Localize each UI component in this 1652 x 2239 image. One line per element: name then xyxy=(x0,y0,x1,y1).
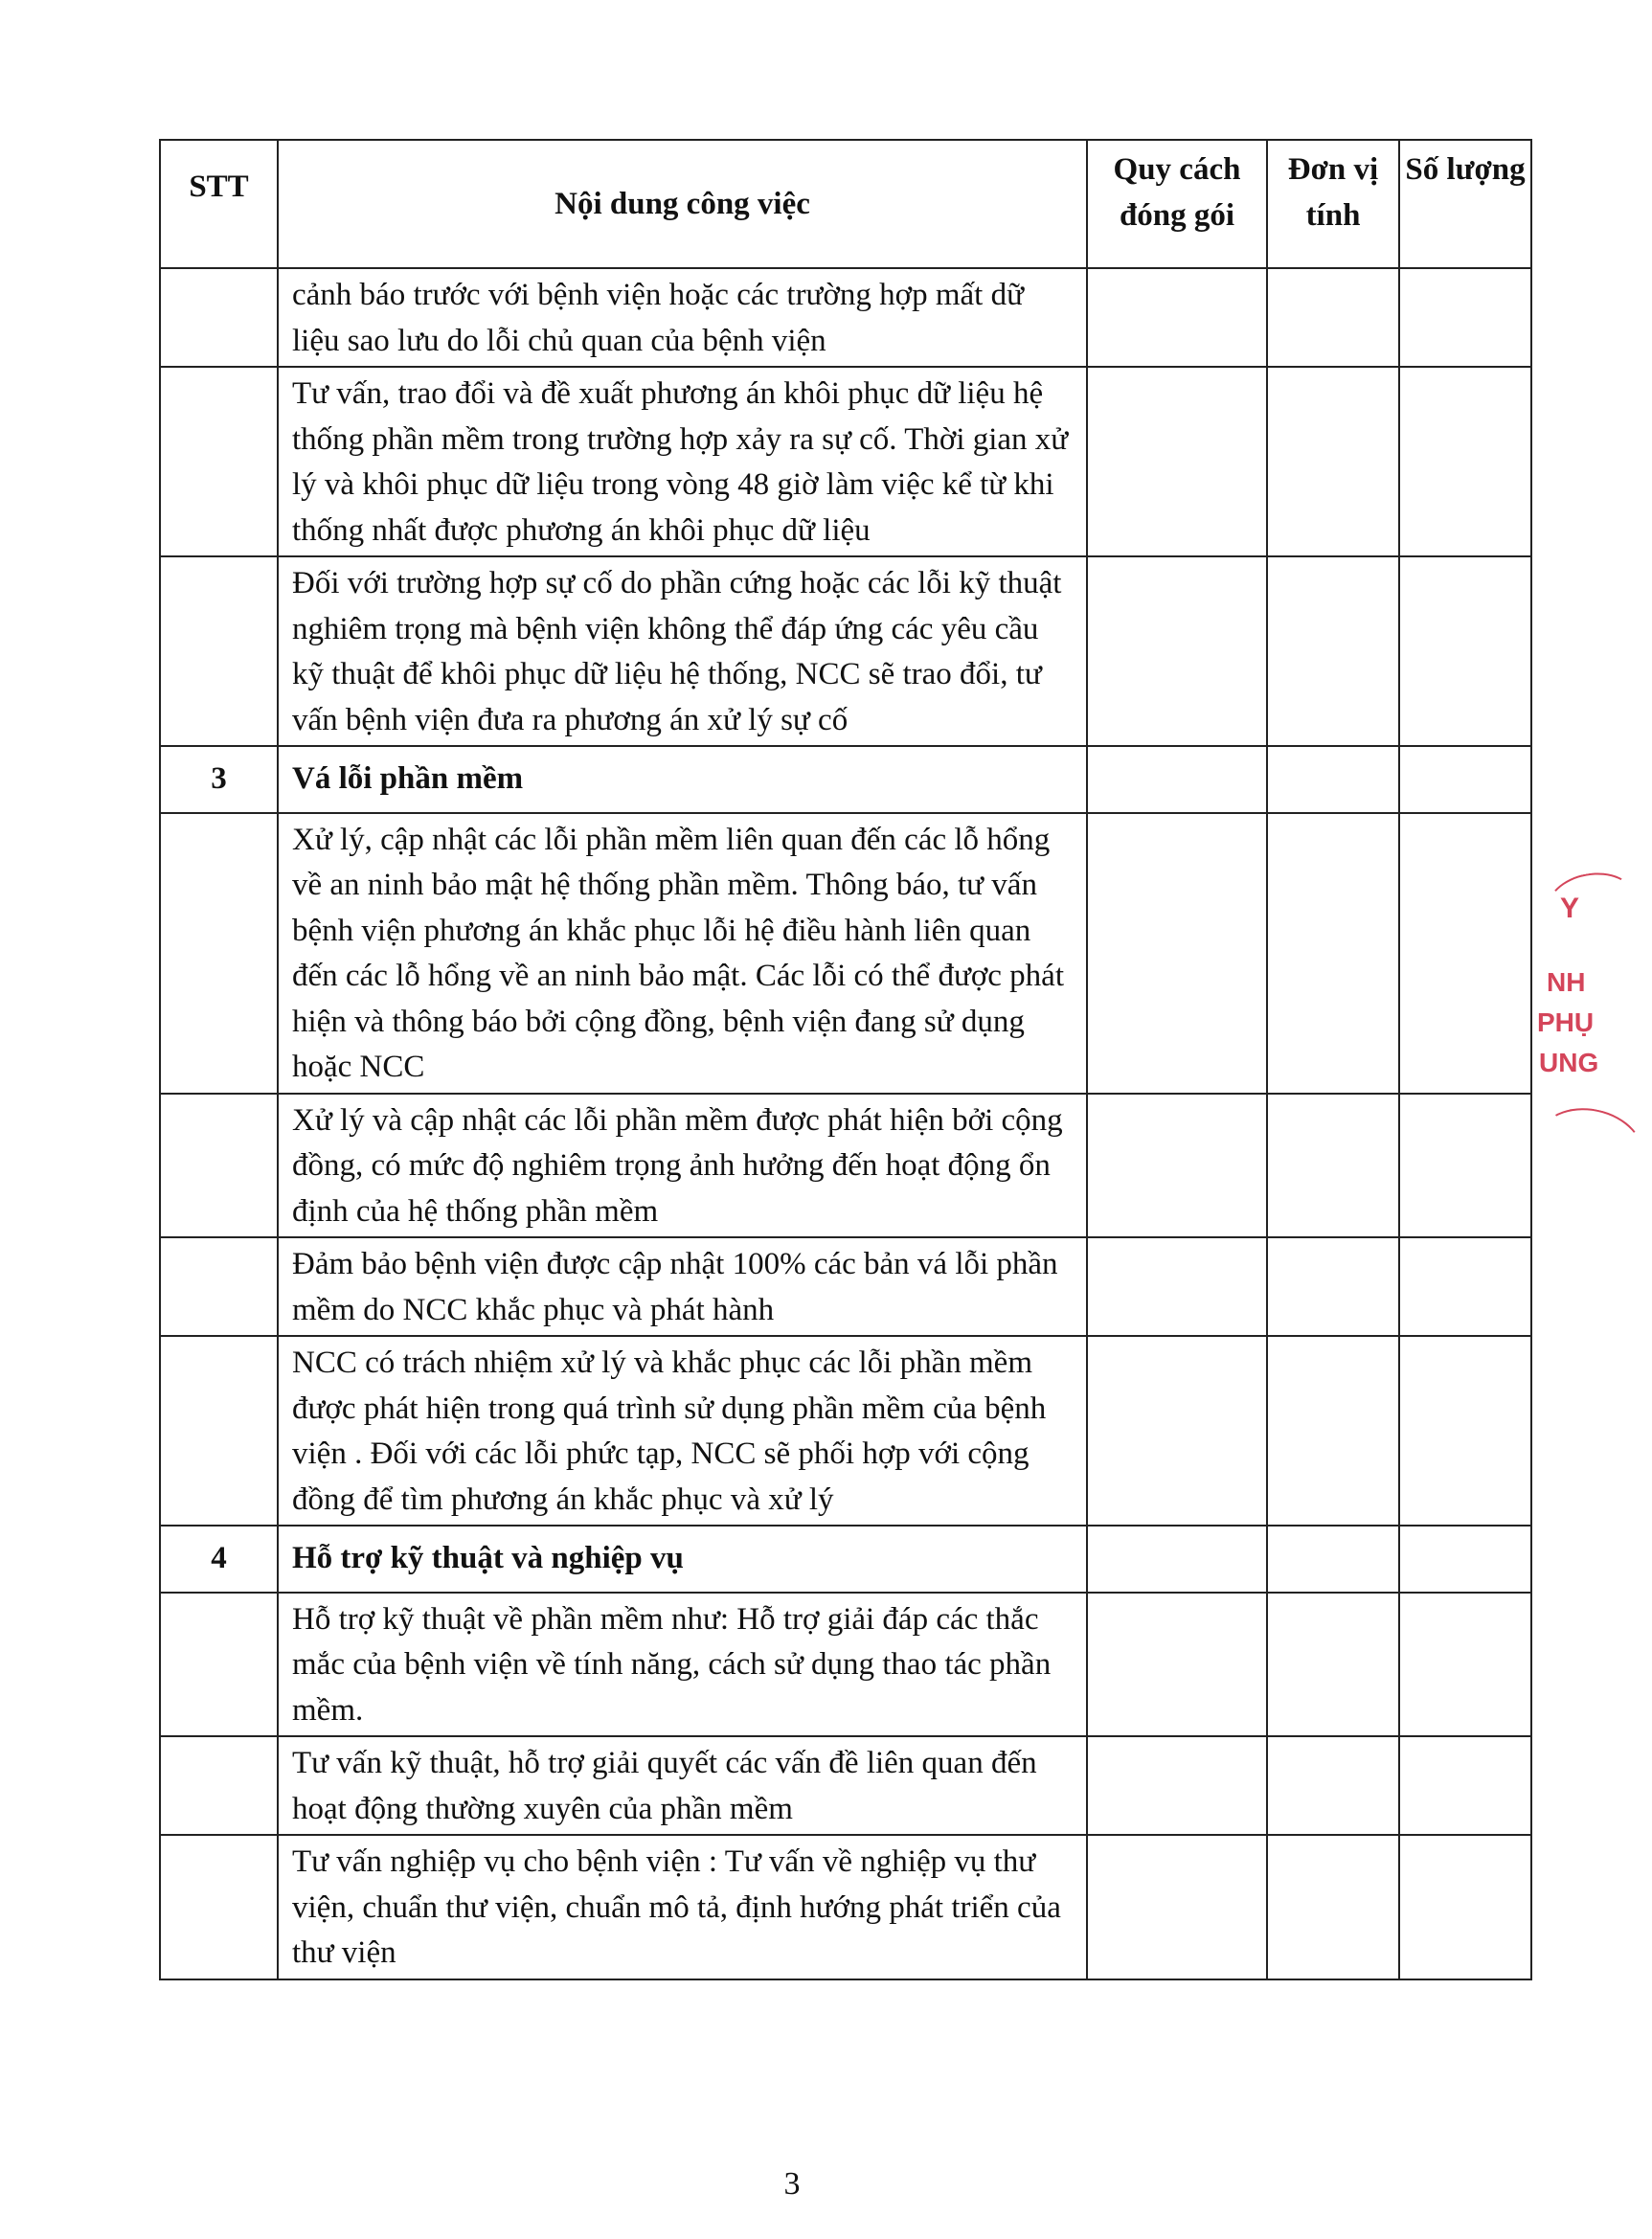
header-packaging: Quy cách đóng gói xyxy=(1087,140,1267,268)
row-content: Hỗ trợ kỹ thuật về phần mềm như: Hỗ trợ giải đáp các thắc mắc của bệnh viện về tính năng, cách sử dụng thao tác phần mềm. xyxy=(278,1593,1087,1737)
row-stt xyxy=(160,1237,278,1336)
row-unit xyxy=(1267,367,1399,556)
row-packaging xyxy=(1087,268,1267,367)
row-content: Tư vấn, trao đổi và đề xuất phương án khôi phục dữ liệu hệ thống phần mềm trong trường hợp xảy ra sự cố. Thời gian xử lý và khôi phục dữ liệu trong vòng 48 giờ làm việc kể từ khi thống nhất được phương án khôi phục dữ liệu xyxy=(278,367,1087,556)
table-row xyxy=(160,1237,1531,1336)
row-unit xyxy=(1267,746,1399,813)
header-quantity: Số lượng xyxy=(1399,140,1531,268)
row-packaging xyxy=(1087,746,1267,813)
row-content: NCC có trách nhiệm xử lý và khắc phục các lỗi phần mềm được phát hiện trong quá trình sử dụng phần mềm của bệnh viện . Đối với các lỗi phức tạp, NCC sẽ phối hợp với cộng đồng để tìm phương án khắc phục và xử lý xyxy=(278,1336,1087,1526)
row-stt xyxy=(160,1593,278,1737)
row-unit xyxy=(1267,1526,1399,1593)
row-stt xyxy=(160,1736,278,1835)
document-sheet xyxy=(159,139,1530,1980)
row-stt: 4 xyxy=(160,1526,278,1593)
work-content-table xyxy=(159,139,1532,1980)
row-unit xyxy=(1267,1835,1399,1979)
table-row xyxy=(160,1336,1531,1526)
table-header-row xyxy=(160,140,1531,268)
page-number: 3 xyxy=(783,2166,801,2202)
stamp-fragment-4: UNG xyxy=(1539,1048,1599,1077)
row-quantity xyxy=(1399,367,1531,556)
row-packaging xyxy=(1087,1336,1267,1526)
row-packaging xyxy=(1087,367,1267,556)
table-body xyxy=(160,268,1531,1979)
stamp-fragment-2: NH xyxy=(1547,967,1586,997)
row-packaging xyxy=(1087,813,1267,1094)
header-unit: Đơn vị tính xyxy=(1267,140,1399,268)
row-stt xyxy=(160,556,278,746)
row-quantity xyxy=(1399,813,1531,1094)
row-quantity xyxy=(1399,268,1531,367)
stamp-fragment-1: Y xyxy=(1560,893,1580,924)
row-quantity xyxy=(1399,1336,1531,1526)
row-unit xyxy=(1267,556,1399,746)
row-unit xyxy=(1267,1736,1399,1835)
table-row xyxy=(160,1835,1531,1979)
row-packaging xyxy=(1087,1736,1267,1835)
row-content: Xử lý, cập nhật các lỗi phần mềm liên quan đến các lỗ hổng về an ninh bảo mật hệ thống phần mềm. Thông báo, tư vấn bệnh viện phương án khắc phục lỗi hệ điều hành liên quan đến các lỗ hổng về an ninh bảo mật. Các lỗi có thể được phát hiện và thông báo bởi cộng đồng, bệnh viện đang sử dụng hoặc NCC xyxy=(278,813,1087,1094)
row-quantity xyxy=(1399,1736,1531,1835)
row-stt xyxy=(160,1336,278,1526)
stamp-arc-bottom xyxy=(1528,1098,1652,1200)
row-unit xyxy=(1267,813,1399,1094)
row-quantity xyxy=(1399,1237,1531,1336)
row-stt xyxy=(160,1835,278,1979)
row-quantity xyxy=(1399,556,1531,746)
row-stt xyxy=(160,1094,278,1238)
row-stt xyxy=(160,813,278,1094)
row-quantity xyxy=(1399,1593,1531,1737)
row-stt xyxy=(160,367,278,556)
row-packaging xyxy=(1087,1237,1267,1336)
table-row xyxy=(160,1593,1531,1737)
row-quantity xyxy=(1399,1526,1531,1593)
table-row xyxy=(160,268,1531,367)
red-stamp xyxy=(1518,881,1599,1168)
row-content: Xử lý và cập nhật các lỗi phần mềm được phát hiện bởi cộng đồng, có mức độ nghiêm trọng ảnh hưởng đến hoạt động ổn định của hệ thống phần mềm xyxy=(278,1094,1087,1238)
row-quantity xyxy=(1399,746,1531,813)
row-unit xyxy=(1267,1094,1399,1238)
stamp-arc-top xyxy=(1542,866,1641,941)
row-content: Tư vấn nghiệp vụ cho bệnh viện : Tư vấn về nghiệp vụ thư viện, chuẩn thư viện, chuẩn mô tả, định hướng phát triển của thư viện xyxy=(278,1835,1087,1979)
row-unit xyxy=(1267,1336,1399,1526)
row-packaging xyxy=(1087,1593,1267,1737)
row-content: Đối với trường hợp sự cố do phần cứng hoặc các lỗi kỹ thuật nghiêm trọng mà bệnh viện không thể đáp ứng các yêu cầu kỹ thuật để khôi phục dữ liệu hệ thống, NCC sẽ trao đổi, tư vấn bệnh viện đưa ra phương án xử lý sự cố xyxy=(278,556,1087,746)
header-content: Nội dung công việc xyxy=(278,140,1087,268)
row-content: cảnh báo trước với bệnh viện hoặc các trường hợp mất dữ liệu sao lưu do lỗi chủ quan của bệnh viện xyxy=(278,268,1087,367)
row-packaging xyxy=(1087,1094,1267,1238)
row-content: Vá lỗi phần mềm xyxy=(278,746,1087,813)
row-stt: 3 xyxy=(160,746,278,813)
table-row xyxy=(160,367,1531,556)
stamp-fragment-3: PHỤ xyxy=(1537,1007,1595,1037)
row-unit xyxy=(1267,1237,1399,1336)
row-packaging xyxy=(1087,1835,1267,1979)
table-section-row xyxy=(160,746,1531,813)
row-content: Tư vấn kỹ thuật, hỗ trợ giải quyết các vấn đề liên quan đến hoạt động thường xuyên của phần mềm xyxy=(278,1736,1087,1835)
table-row xyxy=(160,1094,1531,1238)
row-packaging xyxy=(1087,556,1267,746)
table-row xyxy=(160,556,1531,746)
row-unit xyxy=(1267,1593,1399,1737)
header-stt: STT xyxy=(160,140,278,268)
table-row xyxy=(160,813,1531,1094)
row-content: Hỗ trợ kỹ thuật và nghiệp vụ xyxy=(278,1526,1087,1593)
row-packaging xyxy=(1087,1526,1267,1593)
row-content: Đảm bảo bệnh viện được cập nhật 100% các bản vá lỗi phần mềm do NCC khắc phục và phát hành xyxy=(278,1237,1087,1336)
row-stt xyxy=(160,268,278,367)
table-section-row xyxy=(160,1526,1531,1593)
row-unit xyxy=(1267,268,1399,367)
row-quantity xyxy=(1399,1094,1531,1238)
table-row xyxy=(160,1736,1531,1835)
row-quantity xyxy=(1399,1835,1531,1979)
